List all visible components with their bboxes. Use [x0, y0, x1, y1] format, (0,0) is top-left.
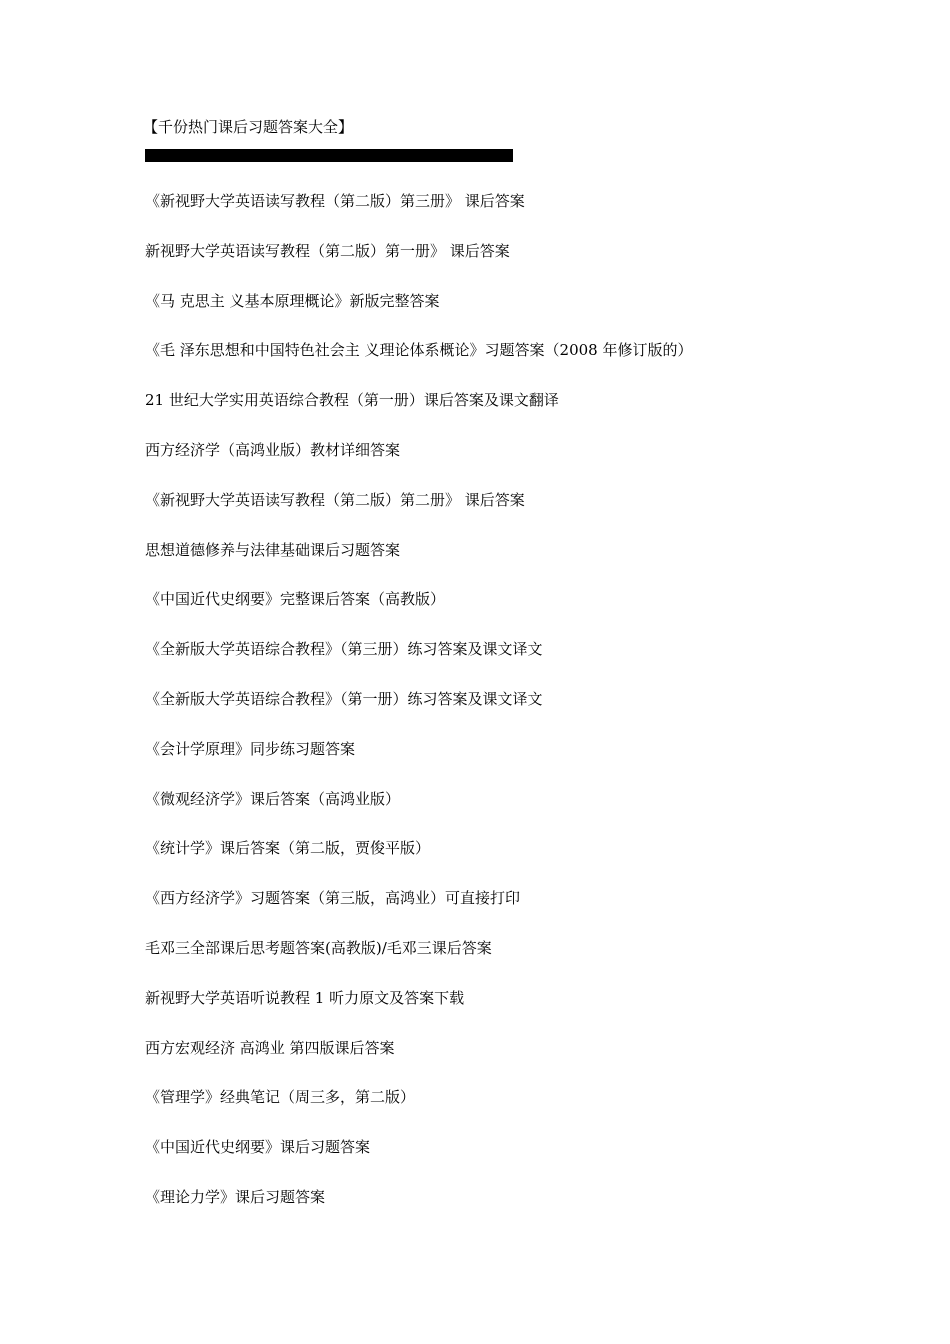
list-item: 《新视野大学英语读写教程（第二版）第二册》 课后答案: [145, 490, 525, 509]
list-item: 新视野大学英语读写教程（第二版）第一册》 课后答案: [145, 241, 510, 260]
list-item: 《全新版大学英语综合教程》（第三册）练习答案及课文译文: [145, 640, 543, 659]
list-item: 《新视野大学英语读写教程（第二版）第三册》 课后答案: [145, 192, 525, 210]
list-item: 《微观经济学》课后答案（高鸿业版）: [145, 789, 401, 808]
list-item: 西方经济学（高鸿业版）教材详细答案: [145, 440, 401, 459]
list-item: 《西方经济学》习题答案（第三版，高鸿业）可直接打印: [145, 889, 521, 908]
list-item: 《全新版大学英语综合教程》（第一册）练习答案及课文译文: [145, 689, 543, 708]
list-item: 思想道德修养与法律基础课后习题答案: [145, 540, 401, 559]
list-item: 《中国近代史纲要》课后习题答案: [145, 1138, 371, 1157]
answer-list: [145, 190, 692, 1236]
list-item: 《理论力学》课后习题答案: [145, 1187, 326, 1206]
list-item: 《统计学》课后答案（第二版，贾俊平版）: [145, 839, 431, 858]
list-item: 毛邓三全部课后思考题答案(高教版)/毛邓三课后答案: [145, 938, 492, 957]
list-item: 《中国近代史纲要》完整课后答案（高教版）: [145, 590, 446, 609]
list-item: 21 世纪大学实用英语综合教程（第一册）课后答案及课文翻译: [145, 391, 559, 410]
list-item: 《会计学原理》同步练习题答案: [145, 739, 356, 758]
list-item: 《管理学》经典笔记（周三多，第二版）: [145, 1088, 416, 1107]
list-item: 西方宏观经济 高鸿业 第四版课后答案: [145, 1038, 395, 1057]
document-heading: 【千份热门课后习题答案大全】: [143, 118, 354, 136]
redaction-bar: [145, 149, 513, 162]
list-item: 《马 克思主 义基本原理概论》新版完整答案: [145, 291, 440, 310]
list-item: 《毛 泽东思想和中国特色社会主 义理论体系概论》习题答案（2008 年修订版的）: [145, 341, 693, 360]
list-item: 新视野大学英语听说教程 1 听力原文及答案下载: [145, 988, 465, 1007]
